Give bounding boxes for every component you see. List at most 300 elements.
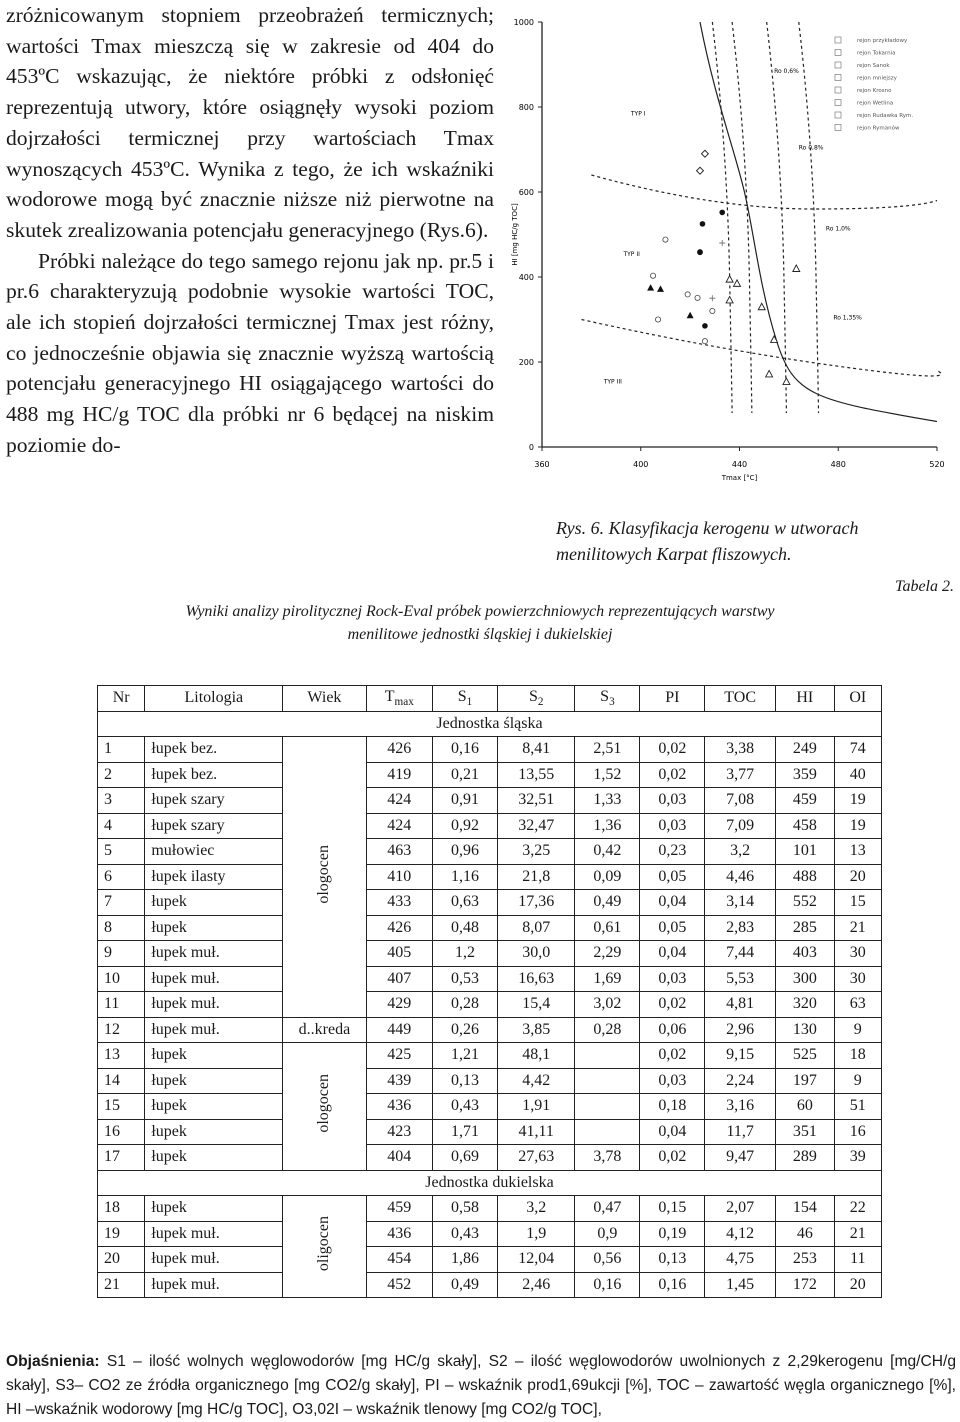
cell-toc: 4,46 xyxy=(705,864,776,890)
cell-litologia: łupek muł. xyxy=(145,1221,283,1247)
cell-pi: 0,02 xyxy=(640,992,705,1018)
y-tick-label: 0 xyxy=(528,443,534,452)
table-row xyxy=(98,1119,882,1145)
cell-hi: 552 xyxy=(776,890,835,916)
cell-hi: 403 xyxy=(776,941,835,967)
marker-filled-circle xyxy=(700,221,706,227)
header-litologia: Litologia xyxy=(145,686,283,712)
cell-litologia: łupek bez. xyxy=(145,737,283,763)
cell-pi: 0,19 xyxy=(640,1221,705,1247)
marker-filled-circle xyxy=(719,210,725,216)
cell-pi: 0,05 xyxy=(640,915,705,941)
cell-pi: 0,06 xyxy=(640,1017,705,1043)
cell-oi: 39 xyxy=(834,1145,881,1171)
cell-toc: 7,44 xyxy=(705,941,776,967)
cell-oi: 22 xyxy=(834,1196,881,1222)
y-tick-label: 200 xyxy=(518,358,534,367)
cell-nr: 8 xyxy=(98,915,145,941)
cell-s1: 0,96 xyxy=(433,839,498,865)
cell-oi: 11 xyxy=(834,1247,881,1273)
cell-hi: 458 xyxy=(776,813,835,839)
table-row xyxy=(98,941,882,967)
cell-oi: 9 xyxy=(834,1017,881,1043)
cell-nr: 18 xyxy=(98,1196,145,1222)
cell-s1: 0,58 xyxy=(433,1196,498,1222)
cell-s3: 3,78 xyxy=(575,1145,640,1171)
cell-tmax: 404 xyxy=(366,1145,433,1171)
cell-pi: 0,03 xyxy=(640,788,705,814)
cell-litologia: łupek xyxy=(145,1094,283,1120)
cell-oi: 30 xyxy=(834,966,881,992)
cell-s3: 0,16 xyxy=(575,1272,640,1298)
cell-s2: 3,85 xyxy=(497,1017,575,1043)
cell-pi: 0,03 xyxy=(640,966,705,992)
cell-litologia: łupek szary xyxy=(145,813,283,839)
cell-s1: 1,71 xyxy=(433,1119,498,1145)
cell-toc: 2,07 xyxy=(705,1196,776,1222)
cell-s3: 2,51 xyxy=(575,737,640,763)
cell-litologia: łupek muł. xyxy=(145,1247,283,1273)
cell-s1: 1,21 xyxy=(433,1043,498,1069)
table-row xyxy=(98,915,882,941)
cell-oi: 40 xyxy=(834,762,881,788)
cell-oi: 13 xyxy=(834,839,881,865)
marker-filled-triangle xyxy=(647,284,654,291)
cell-s3 xyxy=(575,1119,640,1145)
table-title-line2: menilitowe jednostki śląskiej i dukielskiej xyxy=(347,626,613,643)
cell-tmax: 436 xyxy=(366,1094,433,1120)
cell-s3 xyxy=(575,1068,640,1094)
marker-open-diamond xyxy=(701,150,708,157)
table-row xyxy=(98,813,882,839)
notes-text: S1 – ilość wolnych węglowodorów [mg HC/g skały], S2 – ilość węglowodorów uwolnionych z 2,29kerogenu [mg/CH/g skały], S3– CO2 ze źródła organicznego [mg CO2/g skały], PI – wskaźnik prod1,69ukcji [%], TOC – zawartość węgla organicznego [%], HI –wskaźnik wodorowy [mg HC/g TOC], O3,02I – wskaźnik tlenowy [mg CO2/g TOC], xyxy=(6,1353,956,1418)
cell-s3: 1,69 xyxy=(575,966,640,992)
cell-litologia: łupek xyxy=(145,1119,283,1145)
marker-open-triangle xyxy=(766,370,773,377)
cell-toc: 7,09 xyxy=(705,813,776,839)
ro-line xyxy=(712,22,732,413)
table-row xyxy=(98,992,882,1018)
cell-hi: 130 xyxy=(776,1017,835,1043)
cell-pi: 0,16 xyxy=(640,1272,705,1298)
cell-s2: 1,9 xyxy=(497,1221,575,1247)
cell-tmax: 410 xyxy=(366,864,433,890)
cell-nr: 9 xyxy=(98,941,145,967)
cell-tmax: 463 xyxy=(366,839,433,865)
marker-filled-triangle xyxy=(657,285,664,292)
x-tick-label: 400 xyxy=(633,460,649,469)
table-row xyxy=(98,1094,882,1120)
cell-s1: 1,2 xyxy=(433,941,498,967)
marker-open-circle xyxy=(695,295,700,300)
zone-label: TYP I xyxy=(630,110,646,118)
cell-toc: 9,47 xyxy=(705,1145,776,1171)
notes-label: Objaśnienia: xyxy=(6,1353,100,1370)
table-row xyxy=(98,1145,882,1171)
ro-label: Ro 1,0% xyxy=(825,225,851,233)
header-hi: HI xyxy=(776,686,835,712)
legend-marker xyxy=(835,100,841,106)
table-row xyxy=(98,737,882,763)
cell-litologia: łupek muł. xyxy=(145,1017,283,1043)
cell-s2: 27,63 xyxy=(497,1145,575,1171)
cell-nr: 6 xyxy=(98,864,145,890)
x-tick-label: 360 xyxy=(534,460,550,469)
ro-label: Ro 1,35% xyxy=(833,314,862,322)
wiek-label: ologocen xyxy=(315,1074,333,1134)
header-s2: $S_2$ xyxy=(497,686,575,712)
cell-nr: 3 xyxy=(98,788,145,814)
cell-s3: 0,49 xyxy=(575,890,640,916)
legend-entry: rejon Krosno xyxy=(857,88,892,94)
cell-s3 xyxy=(575,1043,640,1069)
legend-entry: rejon Sanok xyxy=(857,63,890,69)
cell-nr: 21 xyxy=(98,1272,145,1298)
cell-nr: 4 xyxy=(98,813,145,839)
cell-oi: 20 xyxy=(834,864,881,890)
cell-pi: 0,13 xyxy=(640,1247,705,1273)
cell-oi: 9 xyxy=(834,1068,881,1094)
cell-nr: 10 xyxy=(98,966,145,992)
kerogen-chart xyxy=(505,0,955,510)
cell-hi: 300 xyxy=(776,966,835,992)
x-tick-label: 440 xyxy=(731,460,748,469)
cell-s1: 0,43 xyxy=(433,1094,498,1120)
y-axis-label: HI [mg HC/g TOC] xyxy=(511,203,519,266)
table-title-line1: Wyniki analizy pirolitycznej Rock-Eval próbek powierzchniowych reprezentujących warstwy xyxy=(185,603,775,620)
legend-entry: rejon Rudawka Rym. xyxy=(857,113,914,119)
marker-filled-circle xyxy=(697,250,703,256)
cell-s3: 0,09 xyxy=(575,864,640,890)
cell-s2: 2,46 xyxy=(497,1272,575,1298)
x-tick-label: 520 xyxy=(929,460,945,469)
type-boundary-curve xyxy=(700,22,937,422)
cell-hi: 488 xyxy=(776,864,835,890)
cell-toc: 3,2 xyxy=(705,839,776,865)
table-row xyxy=(98,1017,882,1043)
table-section-row xyxy=(98,1170,882,1196)
cell-s2: 3,2 xyxy=(497,1196,575,1222)
cell-tmax: 459 xyxy=(366,1196,433,1222)
kerogen-chart-svg xyxy=(505,0,955,510)
cell-hi: 101 xyxy=(776,839,835,865)
cell-tmax: 449 xyxy=(366,1017,433,1043)
cell-toc: 9,15 xyxy=(705,1043,776,1069)
cell-s2: 13,55 xyxy=(497,762,575,788)
y-tick-label: 1000 xyxy=(513,18,534,27)
cell-nr: 14 xyxy=(98,1068,145,1094)
cell-s1: 0,92 xyxy=(433,813,498,839)
table-row xyxy=(98,788,882,814)
table-title xyxy=(100,600,860,646)
cell-tmax: 426 xyxy=(366,737,433,763)
x-tick-label: 480 xyxy=(830,460,846,469)
cell-s2: 16,63 xyxy=(497,966,575,992)
cell-s2: 15,4 xyxy=(497,992,575,1018)
table-row xyxy=(98,1247,882,1273)
table-label: Tabela 2. xyxy=(895,578,954,595)
cell-toc: 3,14 xyxy=(705,890,776,916)
cell-pi: 0,23 xyxy=(640,839,705,865)
cell-wiek xyxy=(283,1017,366,1043)
table-row xyxy=(98,762,882,788)
cell-toc: 4,75 xyxy=(705,1247,776,1273)
cell-s1: 0,21 xyxy=(433,762,498,788)
cell-s2: 30,0 xyxy=(497,941,575,967)
cell-s2: 1,91 xyxy=(497,1094,575,1120)
cell-hi: 60 xyxy=(776,1094,835,1120)
cell-oi: 19 xyxy=(834,788,881,814)
table-section-label: Jednostka śląska xyxy=(98,711,882,737)
cell-tmax: 426 xyxy=(366,915,433,941)
cell-s1: 0,69 xyxy=(433,1145,498,1171)
cell-nr: 1 xyxy=(98,737,145,763)
cell-hi: 154 xyxy=(776,1196,835,1222)
cell-wiek xyxy=(283,1196,366,1298)
cell-hi: 525 xyxy=(776,1043,835,1069)
cell-pi: 0,05 xyxy=(640,864,705,890)
cell-nr: 12 xyxy=(98,1017,145,1043)
cell-pi: 0,18 xyxy=(640,1094,705,1120)
cell-hi: 289 xyxy=(776,1145,835,1171)
header-s1: $S_1$ xyxy=(433,686,498,712)
cell-tmax: 425 xyxy=(366,1043,433,1069)
cell-s2: 32,51 xyxy=(497,788,575,814)
cell-tmax: 419 xyxy=(366,762,433,788)
cell-tmax: 454 xyxy=(366,1247,433,1273)
cell-pi: 0,03 xyxy=(640,813,705,839)
legend-marker xyxy=(835,125,841,131)
cell-s1: 0,53 xyxy=(433,966,498,992)
cell-s1: 1,16 xyxy=(433,864,498,890)
table-section-row xyxy=(98,711,882,737)
cell-tmax: 405 xyxy=(366,941,433,967)
cell-s3: 2,29 xyxy=(575,941,640,967)
cell-nr: 20 xyxy=(98,1247,145,1273)
marker-open-triangle xyxy=(726,296,733,303)
marker-filled-circle xyxy=(702,323,708,329)
cell-toc: 4,81 xyxy=(705,992,776,1018)
x-axis-label: Tmax [°C] xyxy=(721,474,758,482)
cell-oi: 74 xyxy=(834,737,881,763)
y-tick-label: 400 xyxy=(518,273,534,282)
header-wiek: Wiek xyxy=(283,686,366,712)
rock-eval-table xyxy=(97,685,882,1298)
cell-nr: 13 xyxy=(98,1043,145,1069)
cell-pi: 0,03 xyxy=(640,1068,705,1094)
cell-s3: 1,36 xyxy=(575,813,640,839)
table-section-label: Jednostka dukielska xyxy=(98,1170,882,1196)
cell-oi: 63 xyxy=(834,992,881,1018)
type-divider-dashed xyxy=(591,175,937,209)
cell-s2: 41,11 xyxy=(497,1119,575,1145)
marker-open-circle xyxy=(655,317,660,322)
legend-entry: rejon Rymanów xyxy=(857,125,900,132)
wiek-label: ologocen xyxy=(315,844,333,904)
cell-pi: 0,02 xyxy=(640,762,705,788)
cell-toc: 2,24 xyxy=(705,1068,776,1094)
table-row xyxy=(98,890,882,916)
cell-pi: 0,04 xyxy=(640,890,705,916)
marker-open-triangle xyxy=(758,303,765,310)
cell-s1: 0,26 xyxy=(433,1017,498,1043)
cell-hi: 459 xyxy=(776,788,835,814)
cell-s3: 0,47 xyxy=(575,1196,640,1222)
cell-hi: 197 xyxy=(776,1068,835,1094)
cell-nr: 17 xyxy=(98,1145,145,1171)
cell-toc: 7,08 xyxy=(705,788,776,814)
marker-open-circle xyxy=(650,273,655,278)
marker-open-triangle xyxy=(726,276,733,283)
cell-litologia: łupek xyxy=(145,1068,283,1094)
cell-litologia: mułowiec xyxy=(145,839,283,865)
chart-caption: Rys. 6. Klasyfikacja kerogenu w utworach menilitowych Karpat fliszowych. xyxy=(556,518,859,564)
wiek-label: oligocen xyxy=(315,1216,333,1272)
cell-s3: 1,33 xyxy=(575,788,640,814)
cell-hi: 285 xyxy=(776,915,835,941)
cell-s1: 0,13 xyxy=(433,1068,498,1094)
header-nr: Nr xyxy=(98,686,145,712)
cell-litologia: łupek ilasty xyxy=(145,864,283,890)
cell-tmax: 429 xyxy=(366,992,433,1018)
table-row xyxy=(98,864,882,890)
cell-s2: 12,04 xyxy=(497,1247,575,1273)
marker-plus xyxy=(719,240,725,246)
cell-hi: 320 xyxy=(776,992,835,1018)
ro-line xyxy=(799,22,819,413)
cell-s2: 17,36 xyxy=(497,890,575,916)
marker-filled-triangle xyxy=(687,312,694,319)
cell-s2: 32,47 xyxy=(497,813,575,839)
cell-toc: 2,96 xyxy=(705,1017,776,1043)
notes xyxy=(6,1350,956,1422)
cell-s3: 3,02 xyxy=(575,992,640,1018)
marker-open-circle xyxy=(685,292,690,297)
marker-open-circle xyxy=(702,339,707,344)
legend-marker xyxy=(835,50,841,56)
ro-label: Ro 0,6% xyxy=(774,68,799,75)
legend-marker xyxy=(835,112,841,118)
cell-tmax: 407 xyxy=(366,966,433,992)
cell-s1: 0,16 xyxy=(433,737,498,763)
cell-oi: 20 xyxy=(834,1272,881,1298)
cell-s3 xyxy=(575,1094,640,1120)
cell-oi: 19 xyxy=(834,813,881,839)
cell-hi: 359 xyxy=(776,762,835,788)
cell-litologia: łupek muł. xyxy=(145,992,283,1018)
ro-line xyxy=(767,22,787,413)
cell-s3: 0,9 xyxy=(575,1221,640,1247)
table-row xyxy=(98,966,882,992)
legend-marker xyxy=(835,62,841,68)
cell-hi: 351 xyxy=(776,1119,835,1145)
header-toc: TOC xyxy=(705,686,776,712)
legend-entry: rejon mniejszy xyxy=(857,75,897,82)
cell-tmax: 452 xyxy=(366,1272,433,1298)
cell-toc: 3,77 xyxy=(705,762,776,788)
y-tick-label: 600 xyxy=(518,188,534,197)
header-s3: $S_3$ xyxy=(575,686,640,712)
cell-litologia: łupek bez. xyxy=(145,762,283,788)
cell-tmax: 424 xyxy=(366,813,433,839)
cell-hi: 46 xyxy=(776,1221,835,1247)
cell-pi: 0,04 xyxy=(640,1119,705,1145)
cell-hi: 253 xyxy=(776,1247,835,1273)
paragraph-2: Próbki należące do tego samego rejonu jak np. pr.5 i pr.6 charakteryzują podobnie wysokie wartości TOC, ale ich stopień dojrzałości termicznej Tmax jest różny, co jednocześnie objawia się znacznie wyższą wartością potencjału generacyjnego HI osiągającego wartości do 488 mg HC/g TOC dla próbki nr 6 będącej na niskim poziomie do- xyxy=(6,248,494,457)
cell-nr: 7 xyxy=(98,890,145,916)
cell-nr: 19 xyxy=(98,1221,145,1247)
legend-entry: rejon Tokarnia xyxy=(857,50,896,57)
cell-pi: 0,02 xyxy=(640,737,705,763)
cell-toc: 1,45 xyxy=(705,1272,776,1298)
cell-toc: 4,12 xyxy=(705,1221,776,1247)
cell-nr: 5 xyxy=(98,839,145,865)
marker-open-triangle xyxy=(793,265,800,272)
cell-pi: 0,02 xyxy=(640,1145,705,1171)
cell-tmax: 436 xyxy=(366,1221,433,1247)
cell-litologia: łupek muł. xyxy=(145,1272,283,1298)
table-header-row xyxy=(98,686,882,712)
cell-s2: 8,41 xyxy=(497,737,575,763)
cell-pi: 0,15 xyxy=(640,1196,705,1222)
y-tick-label: 800 xyxy=(518,103,534,112)
cell-oi: 21 xyxy=(834,1221,881,1247)
table-row xyxy=(98,839,882,865)
cell-toc: 11,7 xyxy=(705,1119,776,1145)
cell-s3: 0,28 xyxy=(575,1017,640,1043)
cell-wiek xyxy=(283,1043,366,1171)
cell-s2: 3,25 xyxy=(497,839,575,865)
marker-open-triangle xyxy=(734,280,741,287)
cell-toc: 5,53 xyxy=(705,966,776,992)
zone-label: TYP III xyxy=(603,378,622,386)
legend-entry: rejon przykładowy xyxy=(857,38,908,44)
cell-toc: 3,38 xyxy=(705,737,776,763)
cell-tmax: 423 xyxy=(366,1119,433,1145)
table-row xyxy=(98,1068,882,1094)
legend-marker xyxy=(835,37,841,43)
table-row xyxy=(98,1221,882,1247)
cell-s3: 0,42 xyxy=(575,839,640,865)
table-row xyxy=(98,1196,882,1222)
cell-toc: 3,16 xyxy=(705,1094,776,1120)
marker-plus xyxy=(709,295,715,301)
cell-oi: 21 xyxy=(834,915,881,941)
cell-nr: 16 xyxy=(98,1119,145,1145)
header-pi: PI xyxy=(640,686,705,712)
type-divider-dashed xyxy=(582,320,942,376)
cell-toc: 2,83 xyxy=(705,915,776,941)
cell-s1: 0,91 xyxy=(433,788,498,814)
legend-entry: rejon Wetlina xyxy=(857,100,894,107)
cell-oi: 15 xyxy=(834,890,881,916)
cell-litologia: łupek xyxy=(145,1043,283,1069)
cell-nr: 2 xyxy=(98,762,145,788)
cell-s1: 0,48 xyxy=(433,915,498,941)
ro-label: Ro 0,8% xyxy=(798,144,824,152)
cell-s2: 48,1 xyxy=(497,1043,575,1069)
cell-oi: 51 xyxy=(834,1094,881,1120)
cell-litologia: łupek muł. xyxy=(145,966,283,992)
cell-tmax: 433 xyxy=(366,890,433,916)
body-text xyxy=(6,0,494,461)
paragraph-1: zróżnicowanym stopniem przeobrażeń termicznych; wartości Tmax mieszczą się w zakresie od 404 do 453ºC wskazując, że niektóre próbki z odsłonięć reprezentują utwory, które osiągnęły wysoki poziom dojrzałości termicznej przy wartościach Tmax wynoszących 453ºC. Wynika z tego, że ich wskaźniki wodorowe mogą być znacznie niższe niż pierwotne na skutek zrealizowania potencjału generacyjnego (Rys.6). xyxy=(6,3,494,242)
cell-s1: 0,43 xyxy=(433,1221,498,1247)
zone-label: TYP II xyxy=(623,250,640,258)
marker-open-circle xyxy=(663,237,668,242)
cell-s1: 0,63 xyxy=(433,890,498,916)
cell-litologia: łupek muł. xyxy=(145,941,283,967)
